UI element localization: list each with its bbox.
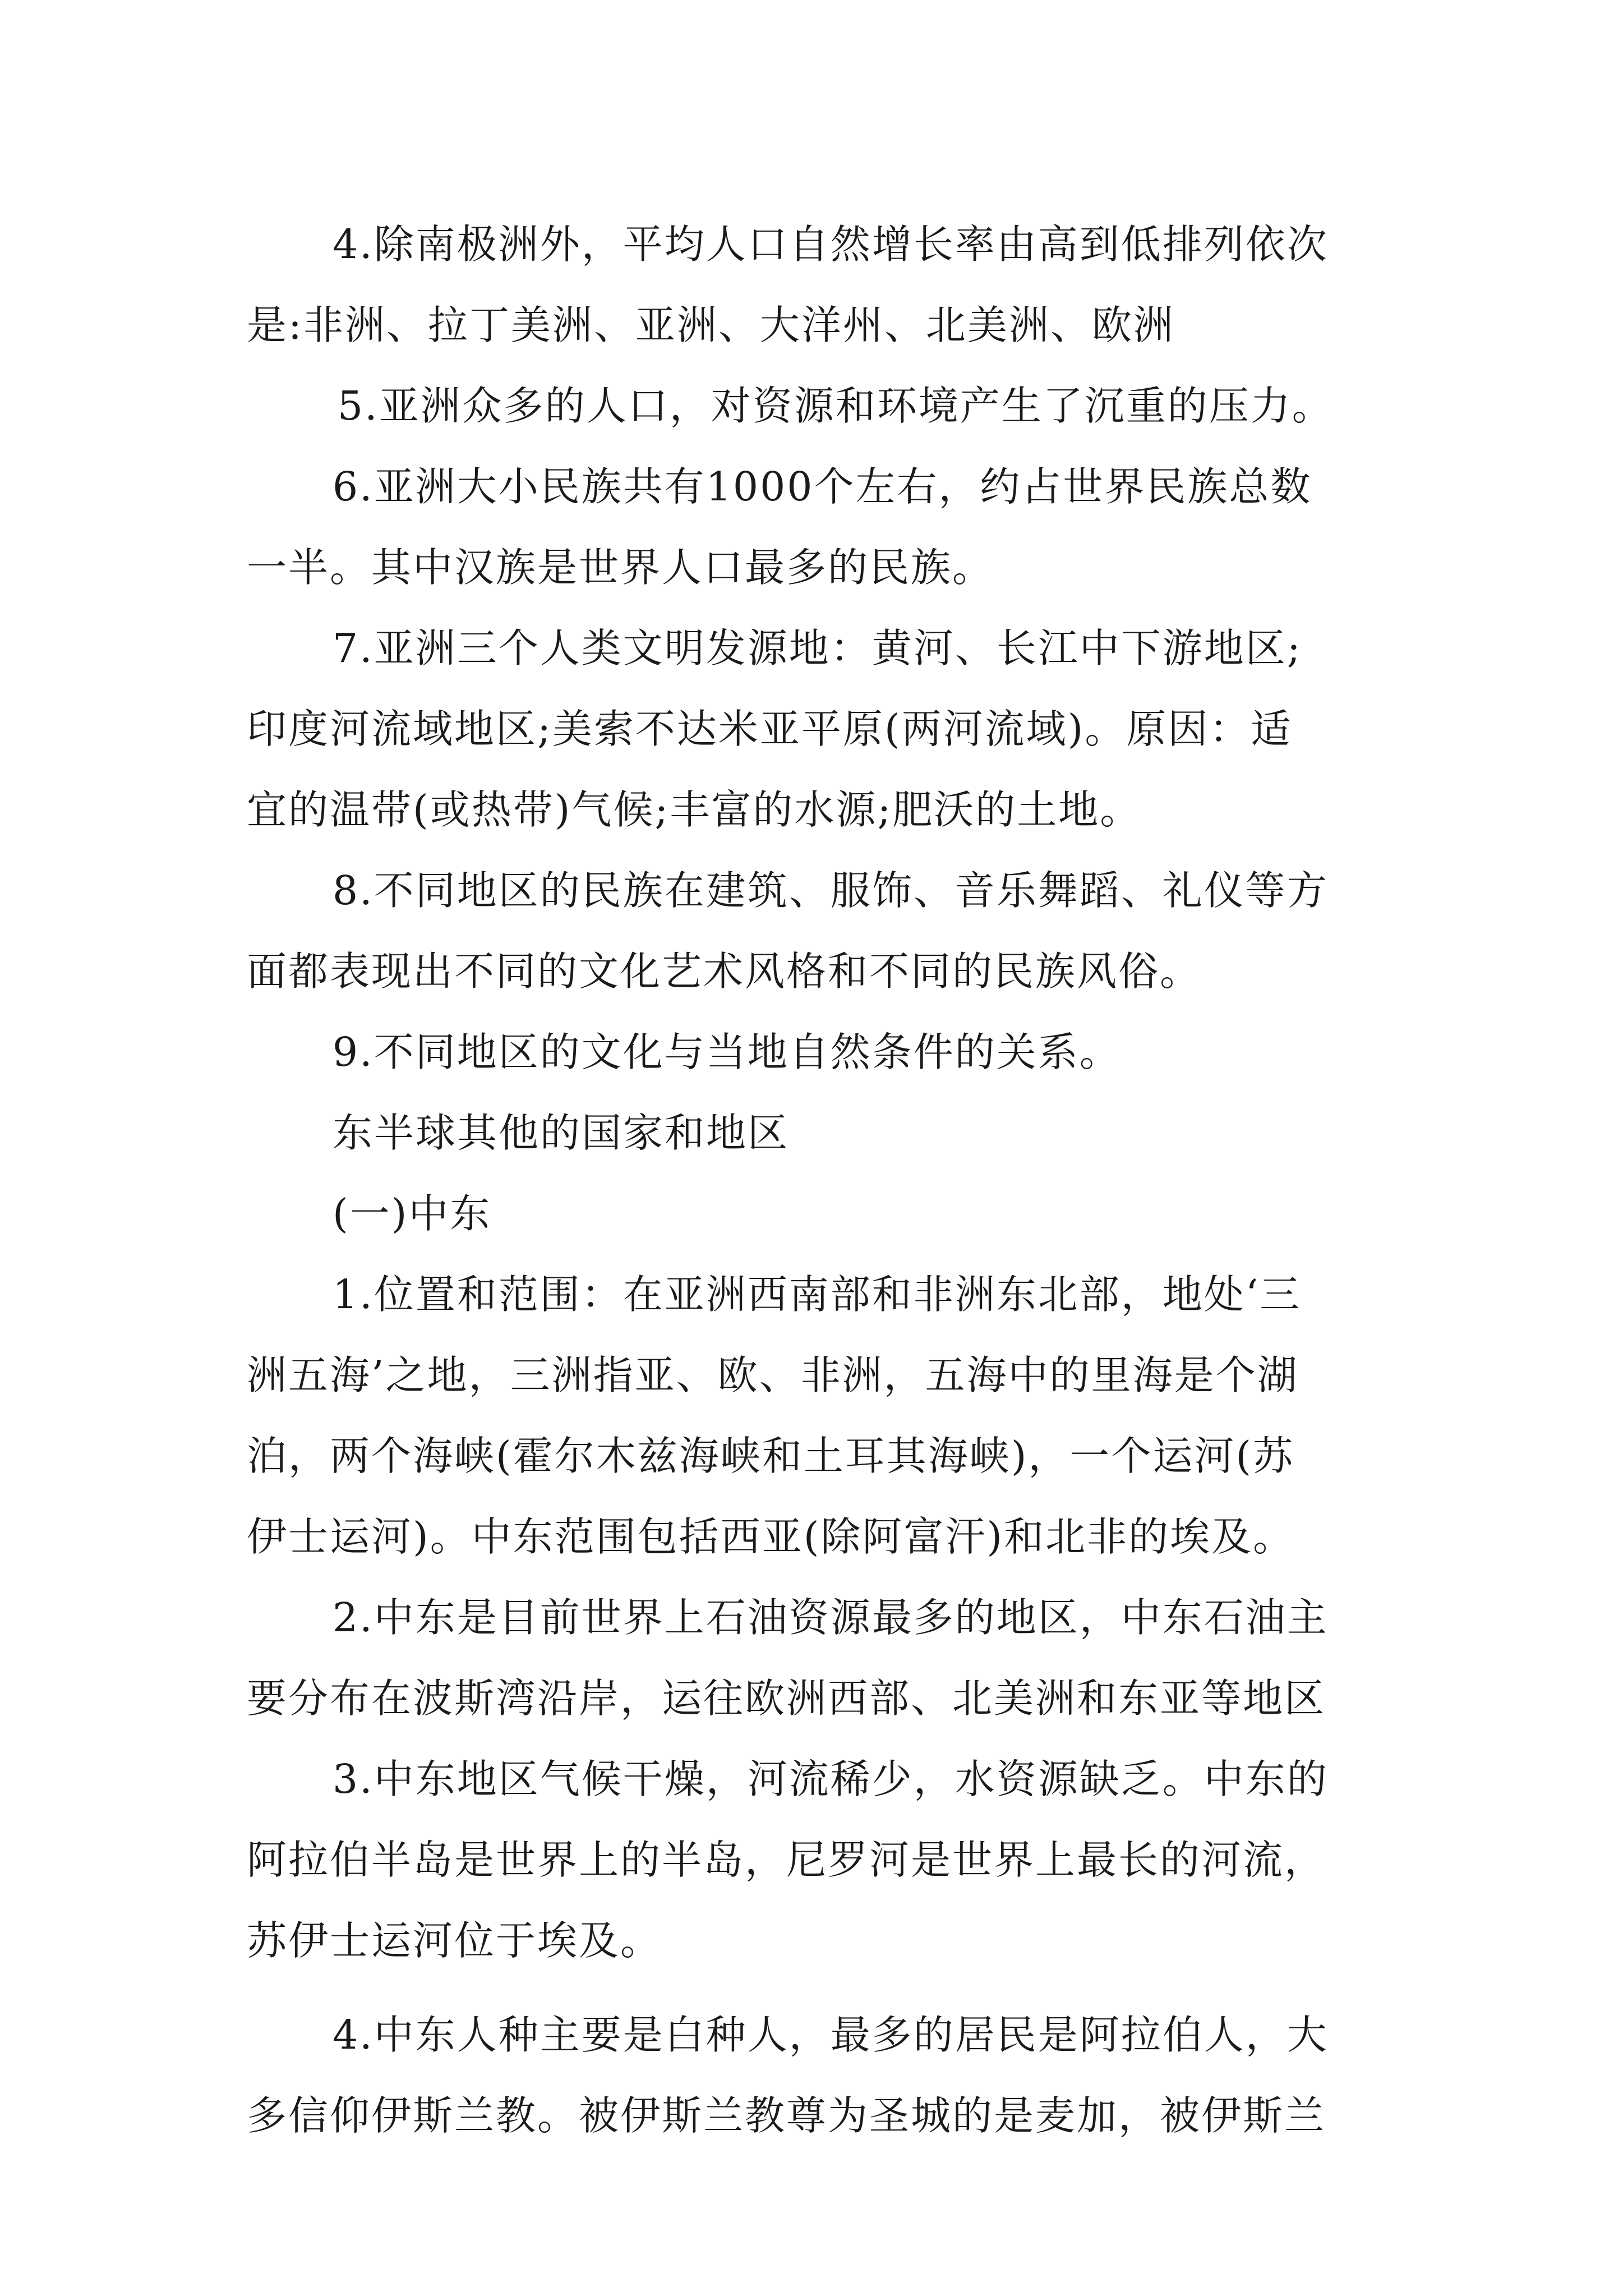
text-line: 6.亚洲大小民族共有1000个左右，约占世界民族总数 bbox=[333, 463, 1312, 510]
paragraph-5 bbox=[247, 376, 1402, 457]
text-line: 7.亚洲三个人类文明发源地：黄河、长江中下游地区; bbox=[333, 625, 1302, 671]
text-line: 阿拉伯半岛是世界上的半岛，尼罗河是世界上最长的河流， bbox=[247, 1837, 1326, 1883]
text-line: 多信仰伊斯兰教。被伊斯兰教尊为圣城的是麦加，被伊斯兰 bbox=[247, 2092, 1326, 2139]
text-line: 印度河流域地区;美索不达米亚平原(两河流域)。原因：适 bbox=[247, 706, 1293, 752]
text-line: 洲五海’之地，三洲指亚、欧、非洲，五海中的里海是个湖 bbox=[247, 1352, 1299, 1398]
text-line: 5.亚洲众多的人口，对资源和环境产生了沉重的压力。 bbox=[338, 383, 1334, 429]
text-line: 4.除南极洲外，平均人口自然增长率由高到低排列依次 bbox=[333, 221, 1329, 268]
text-line: 4.中东人种主要是白种人，最多的居民是阿拉伯人，大 bbox=[333, 2012, 1329, 2058]
paragraph-9 bbox=[247, 1022, 1402, 1103]
paragraph-middle-east-2 bbox=[247, 1588, 1402, 1749]
text-line: 泊，两个海峡(霍尔木兹海峡和土耳其海峡)，一个运河(苏 bbox=[247, 1433, 1295, 1479]
paragraph-8 bbox=[247, 861, 1402, 1022]
text-line: 是:非洲、拉丁美洲、亚洲、大洋州、北美洲、欧洲 bbox=[247, 302, 1175, 348]
text-line: 宜的温带(或热带)气候;丰富的水源;肥沃的土地。 bbox=[247, 786, 1142, 833]
text-line: 要分布在波斯湾沿岸，运往欧洲西部、北美洲和东亚等地区 bbox=[247, 1675, 1326, 1722]
text-line: 面都表现出不同的文化艺术风格和不同的民族风俗。 bbox=[247, 948, 1202, 995]
subsection-heading bbox=[247, 1184, 1402, 1264]
heading-line: (一)中东 bbox=[333, 1190, 492, 1237]
paragraph-middle-east-1 bbox=[247, 1264, 1402, 1588]
paragraph-middle-east-4 bbox=[247, 2005, 1402, 2166]
text-line: 苏伊士运河位于埃及。 bbox=[247, 1917, 662, 1964]
paragraph-6 bbox=[247, 457, 1402, 618]
paragraph-4 bbox=[247, 214, 1402, 376]
paragraph-middle-east-3 bbox=[247, 1749, 1402, 1991]
section-heading bbox=[247, 1103, 1402, 1184]
heading-line: 东半球其他的国家和地区 bbox=[333, 1110, 790, 1156]
text-line: 8.不同地区的民族在建筑、服饰、音乐舞蹈、礼仪等方 bbox=[333, 867, 1329, 914]
text-line: 3.中东地区气候干燥，河流稀少，水资源缺乏。中东的 bbox=[333, 1756, 1329, 1802]
text-line: 一半。其中汉族是世界人口最多的民族。 bbox=[247, 544, 994, 591]
text-line: 1.位置和范围：在亚洲西南部和非洲东北部，地处‘三 bbox=[333, 1271, 1302, 1318]
text-line: 9.不同地区的文化与当地自然条件的关系。 bbox=[333, 1029, 1121, 1075]
paragraph-7 bbox=[247, 618, 1402, 861]
body-text bbox=[247, 214, 1402, 2166]
text-line: 2.中东是目前世界上石油资源最多的地区，中东石油主 bbox=[333, 1594, 1329, 1641]
text-line: 伊士运河)。中东范围包括西亚(除阿富汗)和北非的埃及。 bbox=[247, 1513, 1295, 1560]
